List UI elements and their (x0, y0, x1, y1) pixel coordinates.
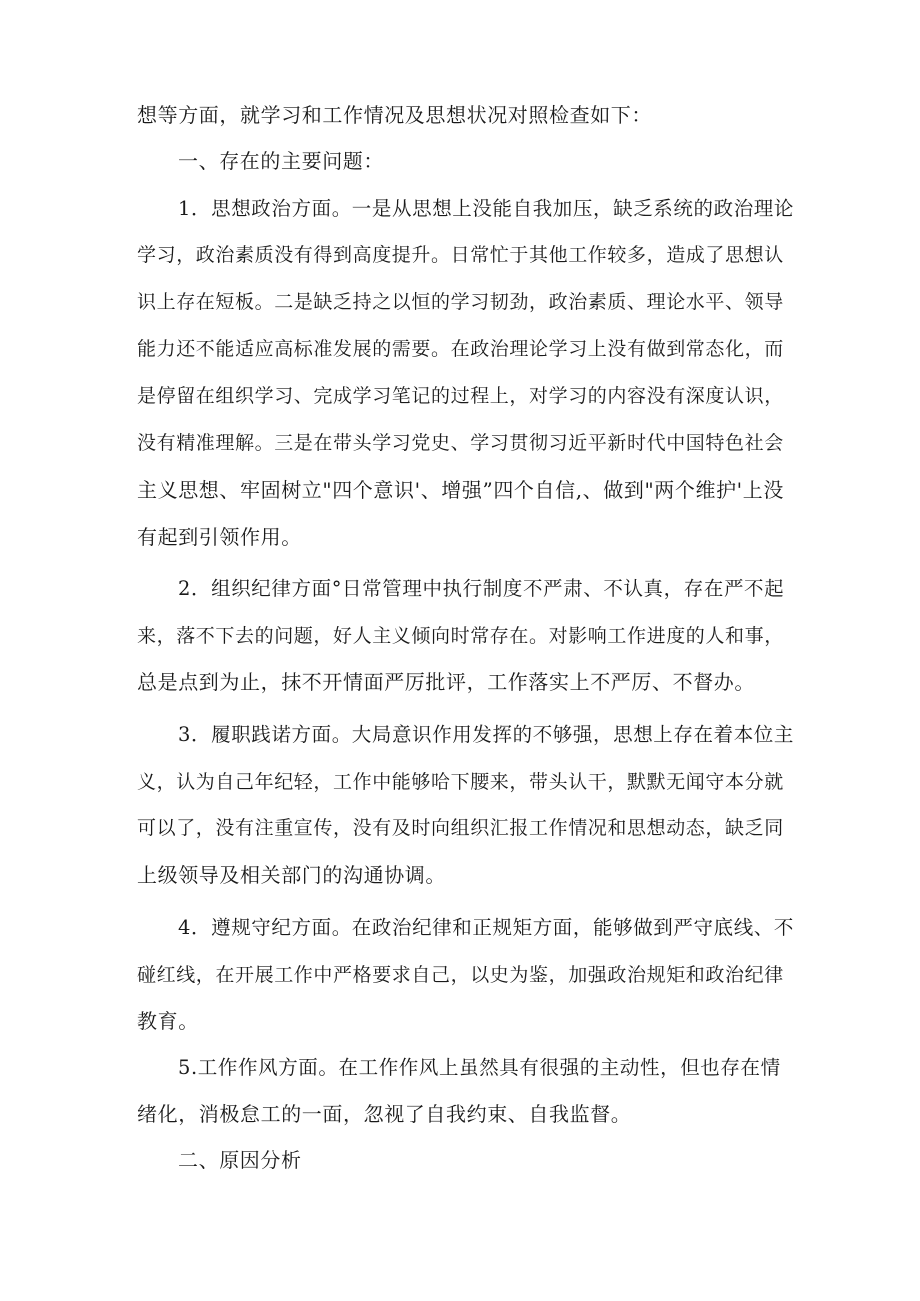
item2-line-3: 总是点到为止，抹不开情面严厉批评，工作落实上不严厉、不督办。 (137, 670, 755, 694)
item3-line-1: 3．履职践诺方面。大局意识作用发挥的不够强，思想上存在着本位主 (178, 723, 795, 746)
item2-line-1: 2．组织纪律方面°日常管理中执行制度不严肃、不认真，存在严不起 (178, 577, 785, 600)
item4-line-1: 4．遵规守纪方面。在政治纪律和正规矩方面，能够做到严守底线、不 (178, 916, 795, 939)
intro-line: 想等方面，就学习和工作情况及思想状况对照检查如下： (137, 103, 652, 127)
item1-line-7: 主义思想、牢固树立"四个意识'、增强”四个自信,、做到"两个维护'上没 (137, 478, 784, 502)
item1-line-2: 学习，政治素质没有得到高度提升。日常忙于其他工作较多，造成了思想认 (137, 244, 784, 266)
item4-line-2: 碰红线，在开展工作中严格要求自己，以史为鉴，加强政治规矩和政治纪律 (137, 964, 784, 986)
section-heading-cause-analysis: 二、原因分析 (178, 1148, 302, 1172)
item1-line-4: 能力还不能适应高标准发展的需要。在政治理论学习上没有做到常态化，而 (137, 338, 784, 360)
item1-line-6: 没有精准理解。三是在带头学习党史、学习贯彻习近平新时代中国特色社会 (137, 432, 784, 454)
item4-line-3: 教育。 (137, 1009, 199, 1033)
item1-line-1: 1．思想政治方面。一是从思想上没能自我加压，缺乏系统的政治理论 (178, 197, 795, 220)
item1-line-3: 识上存在短板。二是缺乏持之以恒的学习韧劲，政治素质、理论水平、领导 (137, 291, 784, 313)
item3-line-3: 可以了，没有注重宣传，没有及时向组织汇报工作情况和思想动态，缺乏同 (137, 817, 784, 839)
item3-line-4: 上级领导及相关部门的沟通协调。 (137, 863, 446, 887)
section-heading-problems: 一、存在的主要问题： (178, 149, 384, 173)
item1-line-8: 有起到引领作用。 (137, 525, 302, 549)
item5-line-1: 5.工作作风方面。在工作作风上虽然具有很强的主动性，但也存在情 (178, 1056, 781, 1079)
item2-line-2: 来，落不下去的问题，好人主义倾向时常存在。对影响工作进度的人和事， (137, 625, 784, 647)
item3-line-2: 义，认为自己年纪轻，工作中能够哈下腰来，带头认干，默默无闻守本分就 (137, 771, 784, 793)
item5-line-2: 绪化，消极怠工的一面，忽视了自我约束、自我监督。 (137, 1102, 632, 1126)
item1-line-5: 是停留在组织学习、完成学习笔记的过程上，对学习的内容没有深度认识， (137, 385, 784, 407)
